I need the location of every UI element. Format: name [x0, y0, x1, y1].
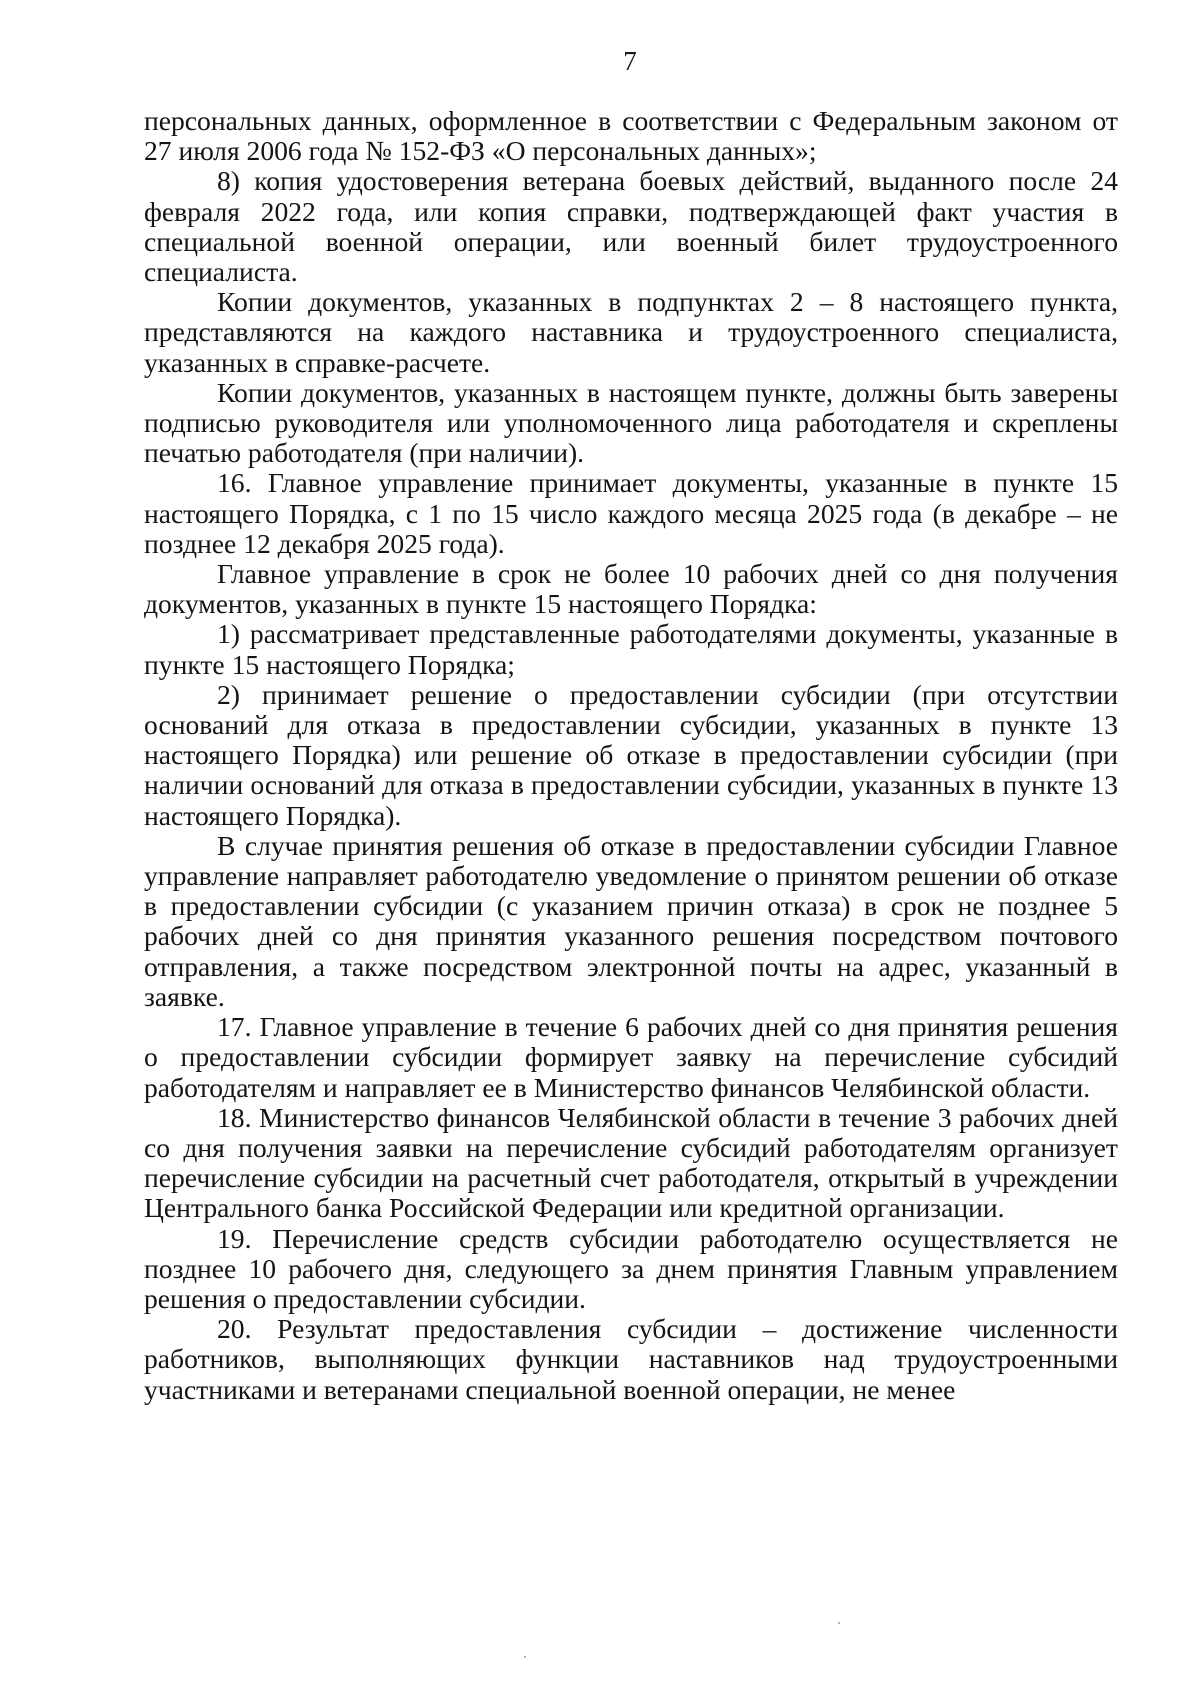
paragraph: 17. Главное управление в течение 6 рабочих дней со дня принятия решения о предоставлении субсидии формирует заявку на перечисление субсидий работодателям и направляет ее в Министерство финансов Челябинской области.: [144, 1011, 1118, 1103]
paragraph: 8) копия удостоверения ветерана боевых действий, выданного после 24 февраля 2022 года, или копия справки, подтверждающей факт участия в специальной военной операции, или военный билет трудоустроенного специалиста.: [144, 165, 1118, 288]
paragraph: В случае принятия решения об отказе в предоставлении субсидии Главное управление направляет работодателю уведомление о принятом решении об отказе в предоставлении субсидии (с указанием причин отказа) в срок не позднее 5 рабочих дней со дня принятия указанного решения посредством почтового отправления, а также посредством электронной почты на адрес, указанный в заявке.: [144, 829, 1118, 1012]
scan-speck: [838, 1622, 840, 1624]
paragraph: Главное управление в срок не более 10 рабочих дней со дня получения документов, указанных в пункте 15 настоящего Порядка:: [144, 558, 1118, 620]
paragraph: персональных данных, оформленное в соответствии с Федеральным законом от 27 июля 2006 года № 152-ФЗ «О персональных данных»;: [144, 105, 1118, 167]
document-body: [144, 106, 1118, 1405]
paragraph: 16. Главное управление принимает документы, указанные в пункте 15 настоящего Порядка, с 1 по 15 число каждого месяца 2025 года (в декабре – не позднее 12 декабря 2025 года).: [144, 467, 1118, 559]
paragraph: Копии документов, указанных в подпунктах 2 – 8 настоящего пункта, представляются на каждого наставника и трудоустроенного специалиста, указанных в справке-расчете.: [144, 286, 1118, 378]
scan-speck: [524, 1656, 526, 1658]
paragraph: 1) рассматривает представленные работодателями документы, указанные в пункте 15 настоящего Порядка;: [144, 618, 1118, 680]
paragraph: 20. Результат предоставления субсидии – достижение численности работников, выполняющих функции наставников над трудоустроенными участниками и ветеранами специальной военной операции, не менее: [144, 1313, 1118, 1405]
paragraph: 19. Перечисление средств субсидии работодателю осуществляется не позднее 10 рабочего дня, следующего за днем принятия Главным управлением решения о предоставлении субсидии.: [144, 1222, 1118, 1314]
page-number: 7: [623, 46, 637, 76]
paragraph: 2) принимает решение о предоставлении субсидии (при отсутствии оснований для отказа в предоставлении субсидии, указанных в пункте 13 настоящего Порядка) или решение об отказе в предоставлении субсидии (при наличии оснований для отказа в предоставлении субсидии, указанных в пункте 13 настоящего Порядка).: [144, 678, 1118, 831]
paragraph: Копии документов, указанных в настоящем пункте, должны быть заверены подписью руководителя или уполномоченного лица работодателя и скреплены печатью работодателя (при наличии).: [144, 376, 1118, 469]
paragraph: 18. Министерство финансов Челябинской области в течение 3 рабочих дней со дня получения заявки на перечисление субсидий работодателям организует перечисление субсидии на расчетный счет работодателя, открытый в учреждении Центрального банка Российской Федерации или кредитной организации.: [144, 1101, 1118, 1224]
